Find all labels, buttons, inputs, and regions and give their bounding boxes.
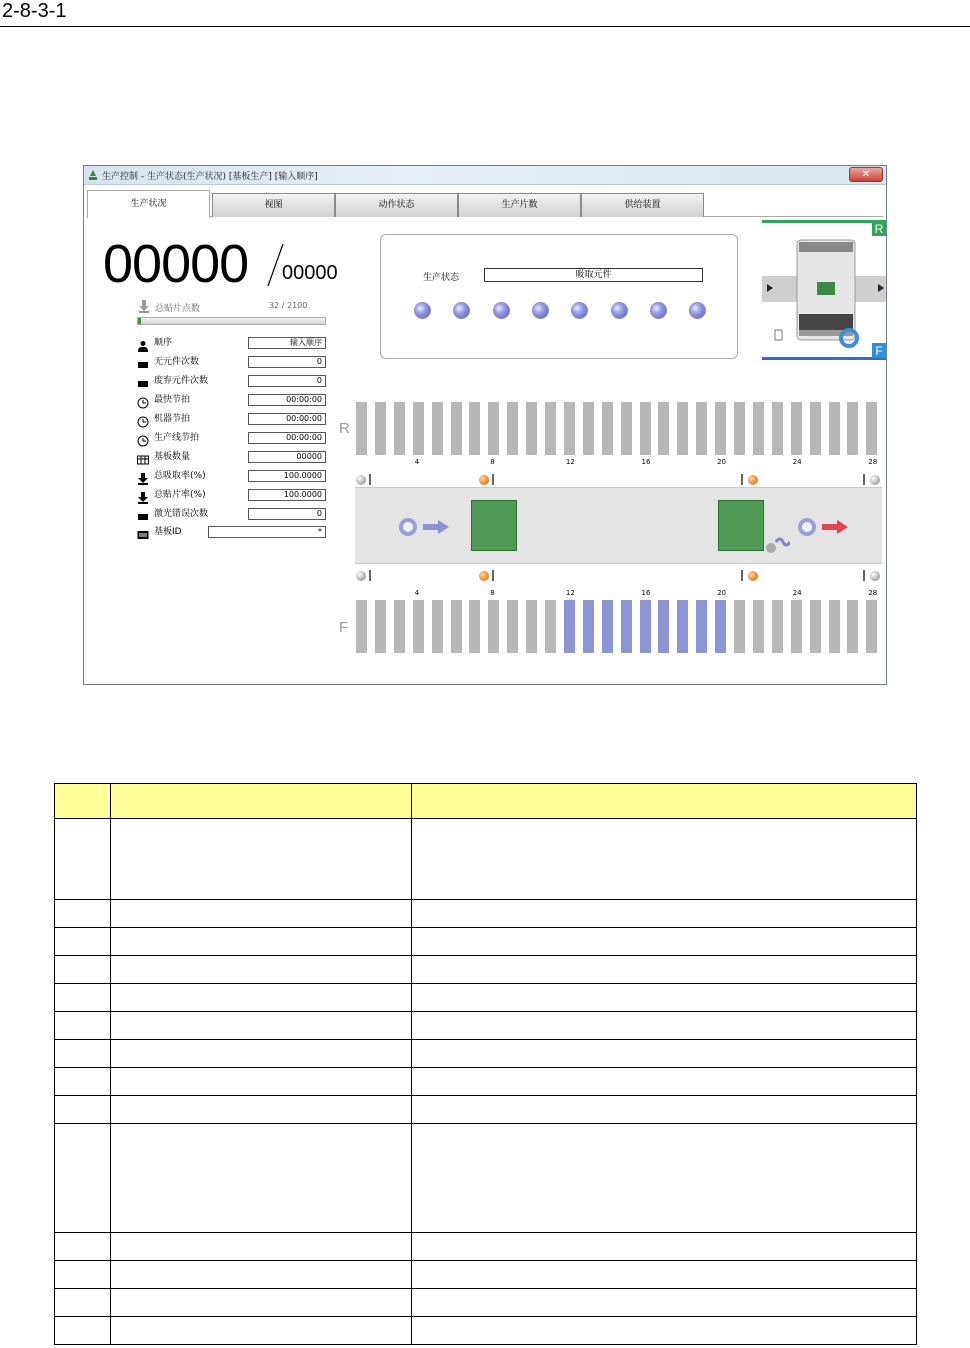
status-indicator: [453, 302, 470, 319]
table-row: [55, 1040, 917, 1068]
rear-tick-label: 16: [641, 458, 651, 466]
rear-tick-label: 4: [414, 458, 420, 466]
table-row: [55, 819, 917, 900]
close-button[interactable]: ✕: [849, 167, 883, 182]
table-header: [55, 784, 917, 819]
front-feeder-slot[interactable]: [432, 600, 443, 653]
table-row: [55, 1317, 917, 1345]
sensor-stopper: [369, 570, 371, 581]
tab-view[interactable]: 视图: [212, 193, 335, 217]
rear-feeder-slot[interactable]: [564, 402, 575, 455]
front-lane-letter: F: [339, 619, 349, 636]
rear-feeder-slot[interactable]: [545, 402, 556, 455]
board-sensor-idle: [870, 475, 880, 485]
rear-feeder-slot[interactable]: [394, 402, 405, 455]
table-row: [55, 928, 917, 956]
status-indicator: [493, 302, 510, 319]
front-feeder-bank: [356, 600, 884, 660]
front-feeder-slot[interactable]: [847, 600, 858, 653]
tab-operation-status[interactable]: 动作状态: [335, 193, 458, 217]
rear-feeder-slot[interactable]: [356, 402, 367, 455]
rear-feeder-slot[interactable]: [847, 402, 858, 455]
rear-feeder-slot[interactable]: [791, 402, 802, 455]
field-label: 总吸取率(%): [154, 471, 206, 481]
sensor-stopper: [741, 474, 743, 485]
board-out-ring-icon: [798, 518, 816, 536]
field-value: 0: [248, 375, 326, 387]
sensor-stopper: [492, 474, 494, 485]
rear-feeder-slot[interactable]: [375, 402, 386, 455]
front-feeder-slot[interactable]: [488, 600, 499, 653]
front-feeder-slot[interactable]: [564, 600, 575, 653]
field-value: 100.0000: [248, 489, 326, 501]
app-icon: [87, 169, 99, 181]
machine-pcb: [817, 282, 835, 295]
status-indicator: [611, 302, 628, 319]
table-row: [55, 1124, 917, 1233]
front-feeder-slot[interactable]: [356, 600, 367, 653]
table-row: [55, 984, 917, 1012]
rear-feeder-slot[interactable]: [677, 402, 688, 455]
front-feeder-slot[interactable]: [545, 600, 556, 653]
rear-feeder-slot[interactable]: [866, 402, 877, 455]
front-feeder-slot[interactable]: [810, 600, 821, 653]
placement-points-values: [269, 301, 307, 310]
rear-feeder-slot[interactable]: [715, 402, 726, 455]
field-label: 机器节拍: [154, 414, 191, 424]
front-tick-label: 28: [868, 589, 878, 597]
rear-feeder-slot[interactable]: [829, 402, 840, 455]
nozzle-icon: [137, 470, 149, 482]
front-tick-label: 24: [792, 589, 802, 597]
field-value: 0: [248, 356, 326, 368]
rear-feeder-slot[interactable]: [696, 402, 707, 455]
rear-feeder-slot[interactable]: [753, 402, 764, 455]
board-in-ring-icon: [399, 518, 417, 536]
rear-feeder-slot[interactable]: [413, 402, 424, 455]
field-value: 输入顺序: [248, 337, 326, 349]
conveyor: [355, 487, 882, 564]
front-tick-label: 8: [490, 589, 495, 597]
table-row: [55, 1096, 917, 1124]
sensor-stopper: [741, 570, 743, 581]
front-feeder-slot[interactable]: [451, 600, 462, 653]
window-title: 生产控制 - 生产状态(生产状况) [基板生产] [输入顺序]: [102, 172, 318, 182]
tab-production-count[interactable]: 生产片数: [458, 193, 581, 217]
rear-feeder-slot[interactable]: [507, 402, 518, 455]
field-label: 激光错误次数: [154, 509, 209, 519]
field-row: [137, 508, 327, 520]
clock-icon: [137, 432, 149, 444]
board-id-icon: [137, 526, 149, 538]
field-label: 无元件次数: [154, 357, 200, 367]
rear-tick-label: 20: [717, 458, 727, 466]
machine-view: [762, 220, 886, 360]
table-row: [55, 1068, 917, 1096]
rear-feeder-slot[interactable]: [451, 402, 462, 455]
placement-done: 32: [269, 301, 280, 310]
field-row: [137, 470, 327, 482]
board-in-arrow-icon: [423, 520, 449, 534]
front-feeder-slot[interactable]: [640, 600, 651, 653]
front-badge: F: [875, 344, 883, 358]
placement-separator: /: [281, 301, 285, 310]
status-indicator: [414, 302, 431, 319]
rear-tick-label: 24: [792, 458, 802, 466]
placement-progress: [137, 317, 326, 325]
status-indicator: [689, 302, 706, 319]
rear-feeder-slot[interactable]: [432, 402, 443, 455]
front-tick-label: 4: [414, 589, 420, 597]
rear-tick-label: 8: [490, 458, 495, 466]
rear-side-bar: [762, 220, 886, 223]
board-sensor-active: [479, 571, 489, 581]
rear-badge: R: [874, 222, 884, 236]
front-tick-label: 20: [717, 589, 727, 597]
rear-feeder-slot[interactable]: [583, 402, 594, 455]
status-indicator: [571, 302, 588, 319]
chip-icon: [137, 508, 149, 520]
front-feeder-slot[interactable]: [526, 600, 537, 653]
table-row: [55, 1289, 917, 1317]
field-row: [137, 526, 327, 538]
tab-feeder[interactable]: 供给装置: [581, 193, 704, 217]
front-feeder-slot[interactable]: [507, 600, 518, 653]
board-icon: [137, 451, 149, 463]
chip-icon: [137, 375, 149, 387]
placement-progress-fill: [138, 318, 141, 324]
field-label: 废弃元件次数: [154, 376, 209, 386]
front-feeder-slot[interactable]: [658, 600, 669, 653]
rear-feeder-slot[interactable]: [640, 402, 651, 455]
production-target: 00000: [282, 262, 338, 284]
nozzle-icon: [137, 489, 149, 501]
field-value: *: [208, 526, 326, 538]
chip-icon: [137, 356, 149, 368]
front-feeder-slot[interactable]: [772, 600, 783, 653]
table-row: [55, 1233, 917, 1261]
rear-feeder-slot[interactable]: [810, 402, 821, 455]
front-feeder-slot[interactable]: [413, 600, 424, 653]
pcb-entry: [471, 500, 517, 551]
table-row: [55, 956, 917, 984]
field-label: 基板数量: [154, 452, 191, 462]
status-value: 吸取元件: [484, 268, 703, 282]
transfer-icon: [766, 534, 790, 554]
front-side-bar: [762, 357, 886, 360]
placement-total: 2100: [286, 301, 308, 310]
rear-feeder-slot[interactable]: [734, 402, 745, 455]
field-row: [137, 451, 327, 463]
field-value: 00:00:00: [248, 394, 326, 406]
field-value: 100.0000: [248, 470, 326, 482]
front-feeder-slot[interactable]: [734, 600, 745, 653]
front-tick-label: 16: [641, 589, 651, 597]
front-feeder-slot[interactable]: [715, 600, 726, 653]
field-row: [137, 356, 327, 368]
title-bar[interactable]: [84, 166, 886, 185]
pcb-exit: [718, 500, 764, 551]
board-out-arrow-icon: [822, 520, 848, 534]
tab-bar: [87, 190, 883, 217]
sensor-stopper: [369, 474, 371, 485]
field-row: [137, 337, 327, 349]
production-control-window: [83, 165, 887, 685]
reference-table: [54, 783, 917, 1345]
rear-lane-letter: R: [339, 420, 350, 437]
field-value: 00:00:00: [248, 432, 326, 444]
front-feeder-slot[interactable]: [696, 600, 707, 653]
front-feeder-slot[interactable]: [621, 600, 632, 653]
rear-feeder-slot[interactable]: [526, 402, 537, 455]
front-feeder-slot[interactable]: [829, 600, 840, 653]
rear-feeder-slot[interactable]: [658, 402, 669, 455]
field-label: 最快节拍: [154, 395, 191, 405]
field-label: 生产线节拍: [154, 433, 200, 443]
signal-tower-icon: [775, 330, 782, 340]
status-indicator: [650, 302, 667, 319]
board-sensor-idle: [356, 475, 366, 485]
front-feeder-slot[interactable]: [677, 600, 688, 653]
header-rule: [0, 26, 970, 27]
field-value: 00:00:00: [248, 413, 326, 425]
field-row: [137, 432, 327, 444]
board-sensor-active: [748, 571, 758, 581]
front-feeder-slot[interactable]: [469, 600, 480, 653]
field-label: 顺序: [154, 338, 173, 348]
front-feeder-slot[interactable]: [866, 600, 877, 653]
clock-icon: [137, 413, 149, 425]
sensor-stopper: [863, 474, 865, 485]
table-row: [55, 1261, 917, 1289]
board-sensor-active: [479, 475, 489, 485]
placement-points-label: 总贴片点数: [155, 304, 201, 314]
tab-production-status[interactable]: 生产状况: [87, 190, 210, 218]
board-sensor-idle: [356, 571, 366, 581]
rear-feeder-slot[interactable]: [602, 402, 613, 455]
front-feeder-slot[interactable]: [375, 600, 386, 653]
field-value: 0: [248, 508, 326, 520]
field-row: [137, 489, 327, 501]
board-sensor-active: [748, 475, 758, 485]
front-tick-label: 12: [565, 589, 575, 597]
table-row: [55, 1012, 917, 1040]
status-panel: [380, 234, 738, 359]
rear-feeder-slot[interactable]: [469, 402, 480, 455]
front-feeder-slot[interactable]: [753, 600, 764, 653]
front-feeder-slot[interactable]: [394, 600, 405, 653]
clock-icon: [137, 394, 149, 406]
person-icon: [137, 337, 149, 349]
field-row: [137, 394, 327, 406]
rear-feeder-bank: [799, 242, 853, 252]
production-count: 00000: [103, 234, 249, 294]
rear-feeder-bank: [356, 402, 884, 462]
field-value: 00000: [248, 451, 326, 463]
sensor-stopper: [492, 570, 494, 581]
field-row: [137, 413, 327, 425]
front-feeder-slot[interactable]: [602, 600, 613, 653]
rear-tick-label: 28: [868, 458, 878, 466]
status-indicator: [532, 302, 549, 319]
nozzle-icon: [139, 300, 149, 313]
status-label: 生产状态: [423, 273, 460, 283]
front-feeder-slot[interactable]: [791, 600, 802, 653]
rear-tick-label: 12: [565, 458, 575, 466]
front-feeder-bank: [799, 314, 853, 330]
rear-feeder-slot[interactable]: [621, 402, 632, 455]
field-row: [137, 375, 327, 387]
front-feeder-slot[interactable]: [583, 600, 594, 653]
section-id: 2-8-3-1: [2, 0, 67, 22]
rear-feeder-slot[interactable]: [488, 402, 499, 455]
board-sensor-idle: [870, 571, 880, 581]
field-label: 总贴片率(%): [154, 490, 206, 500]
sensor-stopper: [863, 570, 865, 581]
rear-feeder-slot[interactable]: [772, 402, 783, 455]
field-label: 基板ID: [154, 527, 182, 537]
table-row: [55, 900, 917, 928]
